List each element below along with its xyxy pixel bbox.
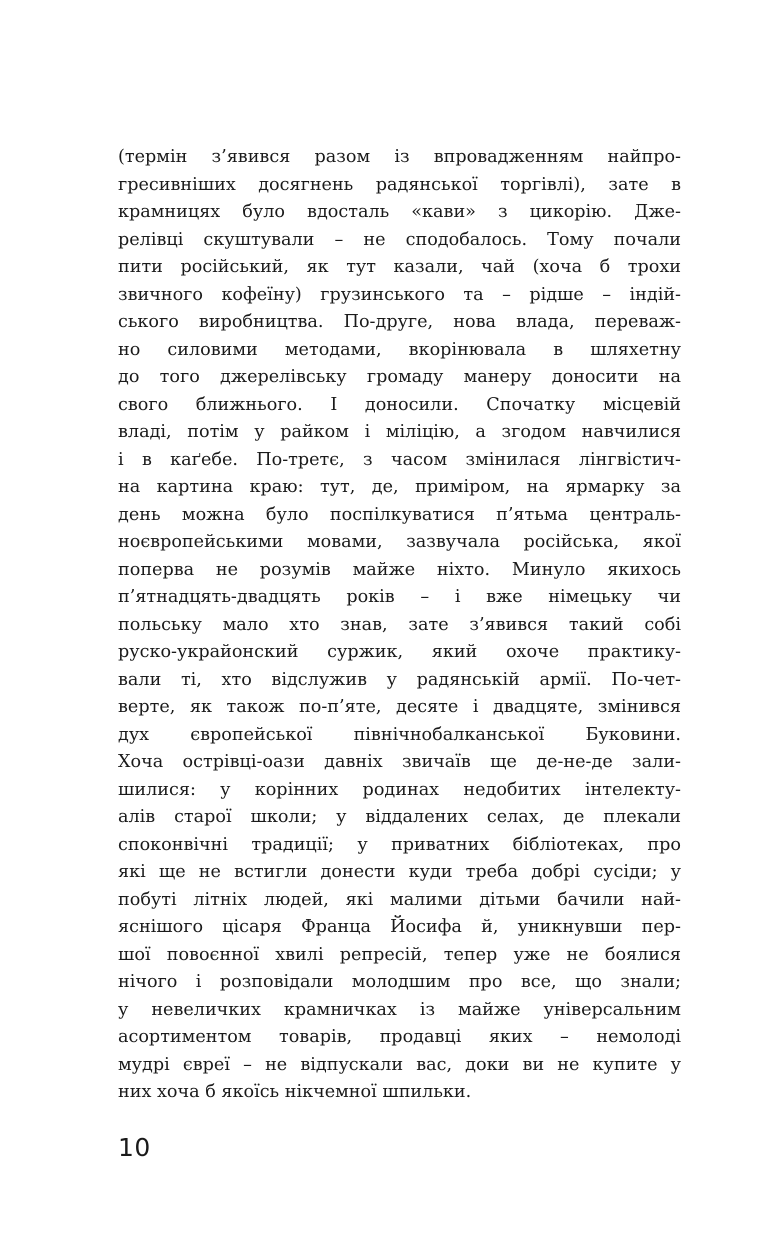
text-line: гресивніших досягнень радянської торгівлі), зате в xyxy=(118,174,681,195)
text-line: но силовими методами, вкорінювала в шляхетну xyxy=(118,339,681,360)
text-line: верте, як також по-п’яте, десяте і двадцяте, змінився xyxy=(118,697,681,717)
text-line: пити російський, як тут казали, чай (хоча б трохи xyxy=(118,257,681,277)
text-line: мудрі євреї – не відпускали вас, доки ви не купите у xyxy=(118,1054,681,1075)
text-line: вали ті, хто відслужив у радянській армії. По-чет- xyxy=(118,669,681,690)
text-line: звичного кофеїну) грузинського та – рідше – індій- xyxy=(118,284,681,305)
text-line: руско-украйонский суржик, який охоче практику- xyxy=(118,642,681,662)
text-line-last: них хоча б якоїсь нікчемної шпильки. xyxy=(118,1082,472,1102)
text-line: (термін з’явився разом із впровадженням найпро- xyxy=(118,147,681,167)
page-number: 10 xyxy=(118,1133,151,1162)
text-line: шої повоєнної хвилі репресій, тепер уже не боялися xyxy=(118,944,681,965)
text-line: дух європейської північнобалканської Буковини. xyxy=(118,724,681,745)
text-line: і в каґебе. По-третє, з часом змінилася лінгвістич- xyxy=(118,449,681,470)
text-line: день можна було поспілкуватися п’ятьма централь- xyxy=(118,504,681,525)
text-line: крамницях було вдосталь «кави» з цикорію. Дже- xyxy=(118,202,681,222)
text-line: владі, потім у райком і міліцію, а згодом навчилися xyxy=(118,422,681,442)
text-line: релівці скуштували – не сподобалось. Тому почали xyxy=(118,229,681,250)
text-line: яснішого цісаря Франца Йосифа й, уникнувши пер- xyxy=(118,917,681,937)
text-line: алів старої школи; у віддалених селах, де плекали xyxy=(118,807,681,827)
text-line: у невеличких крамничках із майже універсальним xyxy=(118,999,681,1020)
text-line: нічого і розповідали молодшим про все, що знали; xyxy=(118,972,681,992)
body-text xyxy=(118,144,681,1107)
text-line: свого ближнього. І доносили. Спочатку місцевій xyxy=(118,394,681,415)
text-line: шилися: у корінних родинах недобитих інтелекту- xyxy=(118,779,681,800)
text-line: які ще не встигли донести куди треба добрі сусіди; у xyxy=(118,862,681,882)
text-line: польську мало хто знав, зате з’явився такий собі xyxy=(118,614,681,635)
text-line: споконвічні традиції; у приватних бібліотеках, про xyxy=(118,834,681,855)
text-line: Хоча острівці-оази давніх звичаїв ще де-не-де зали- xyxy=(118,752,681,772)
text-line: на картина краю: тут, де, приміром, на ярмарку за xyxy=(118,477,681,497)
text-line: побуті літніх людей, які малими дітьми бачили най- xyxy=(118,889,681,910)
text-line: ського виробництва. По-друге, нова влада, переваж- xyxy=(118,312,681,332)
text-line: до того джерелівську громаду манеру доносити на xyxy=(118,367,681,387)
text-line: п’ятнадцять-двадцять років – і вже німецьку чи xyxy=(118,587,681,607)
text-line: асортиментом товарів, продавці яких – немолоді xyxy=(118,1027,681,1047)
text-line: ноєвропейськими мовами, зазвучала російська, якої xyxy=(118,532,681,552)
text-line: поперва не розумів майже ніхто. Минуло якихось xyxy=(118,559,681,580)
